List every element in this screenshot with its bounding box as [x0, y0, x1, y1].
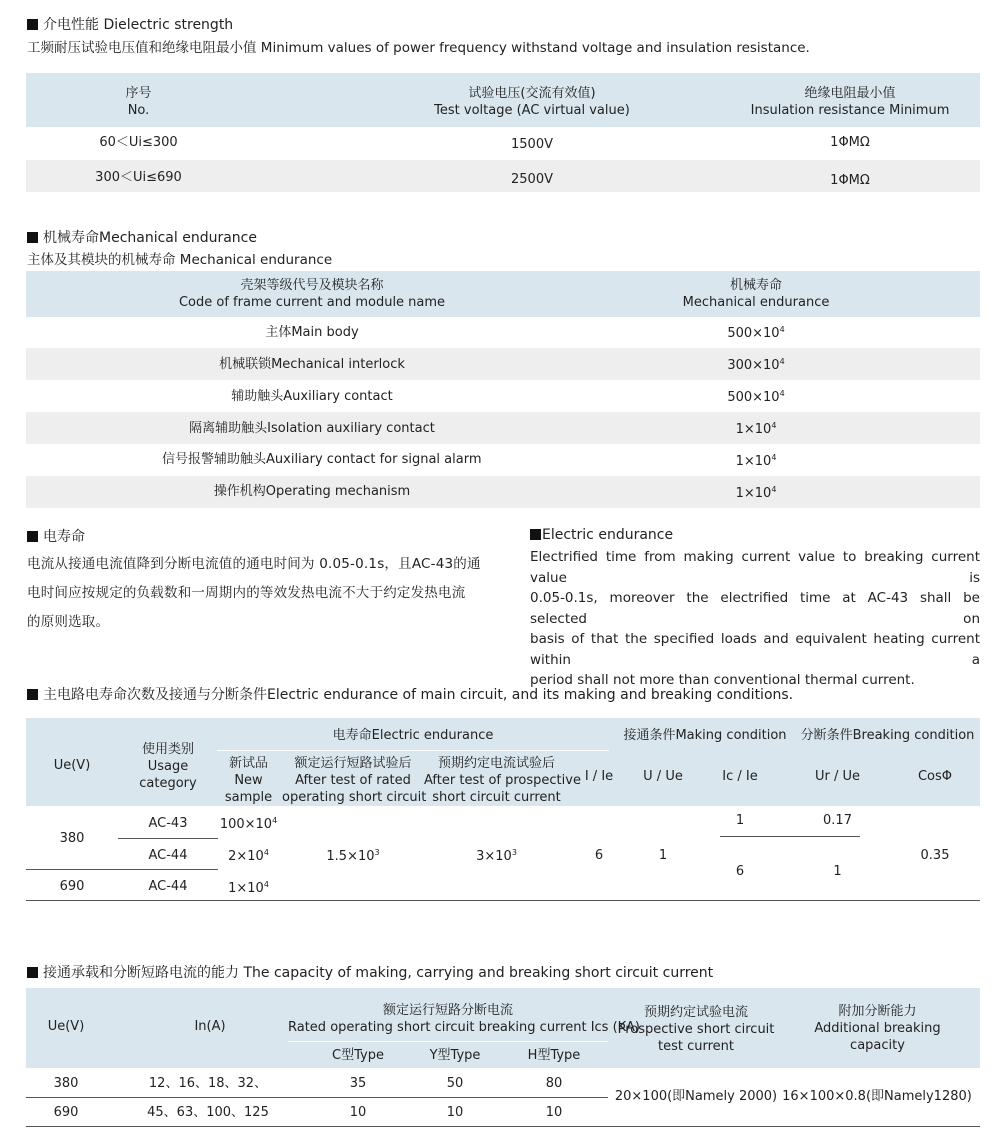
bullet-square-icon — [27, 19, 38, 30]
table-cell: 辅助触头Auxiliary contact — [231, 389, 393, 404]
section-subtitle-dielectric: 工频耐压试验电压值和绝缘电阻最小值 Minimum values of power frequency withstand voltage and insulation resistance. — [27, 40, 810, 56]
section-heading-dielectric: 介电性能 Dielectric strength — [27, 14, 233, 34]
table-divider — [720, 836, 860, 837]
electric-endurance-paragraph-cn: 电流从接通电流值降到分断电流值的通电时间为 0.05-0.1s，且AC-43的通 电时间应按规定的负载数和一周期内的等效发热电流不大于约定发热电流 的原则选取。 — [27, 556, 481, 630]
section-heading-electric-en: Electric endurance — [530, 527, 673, 543]
header-u-ue: U / Ue — [643, 769, 683, 784]
table-cell: 2500V — [511, 172, 553, 187]
section-subtitle-mechanical: 主体及其模块的机械寿命 Mechanical endurance — [27, 252, 333, 268]
section-heading-short-circuit: 接通承载和分断短路电流的能力 The capacity of making, carrying and breaking short circuit current — [27, 962, 713, 982]
header-electric-endurance: 电寿命Electric endurance — [332, 728, 494, 743]
header-divider — [288, 1041, 608, 1042]
table-cell: 6 — [594, 848, 604, 863]
table-cell: $1\times 10^4$ — [735, 485, 777, 501]
table-cell: 10 — [545, 1105, 563, 1120]
table-cell: 16×100×0.8(即Namely1280) — [782, 1089, 972, 1104]
table-cell: 1 — [735, 813, 745, 828]
header-frame-code: 壳架等级代号及模块名称 Code of frame current and module name — [178, 278, 446, 310]
table-cell: 35 — [349, 1076, 367, 1091]
table-cell: 隔离辅助触头Isolation auxiliary contact — [189, 421, 435, 436]
table-cell: 380 — [59, 831, 85, 846]
table-cell: 12、16、18、32、 — [148, 1076, 268, 1091]
table-cell: 机械联锁Mechanical interlock — [219, 357, 405, 372]
table-cell: 45、63、100、125 — [147, 1105, 269, 1120]
header-h-type: H型Type — [527, 1048, 581, 1063]
table-cell: 10 — [446, 1105, 464, 1120]
header-divider — [217, 750, 609, 751]
header-ue: Ue(V) — [47, 1019, 85, 1034]
header-c-type: C型Type — [332, 1048, 384, 1063]
table-cell: 60＜Ui≤300 — [99, 135, 178, 150]
table-cell: 690 — [53, 1105, 79, 1120]
electric-endurance-paragraph-en: Electrified time from making current value to breaking current value is 0.05-0.1s, moreover the electrified time at AC-43 shall be selected on basis of that the specified loads and equivalent heating current within a period shall not more than conventional thermal current. — [530, 549, 980, 688]
header-i-ie: I / Ie — [584, 769, 614, 784]
header-additional-breaking: 附加分断能力 Additional breaking capacity — [814, 1004, 941, 1053]
bullet-square-icon — [27, 967, 38, 978]
header-ur-ue: Ur / Ue — [814, 769, 861, 784]
table-cell: 80 — [545, 1076, 563, 1091]
table-cell: 20×100(即Namely 2000) — [614, 1089, 778, 1104]
table-cell: $1\times 10^4$ — [735, 421, 777, 437]
table-cell: AC-44 — [148, 879, 188, 894]
table-cell: AC-44 — [148, 848, 188, 863]
section-heading-mechanical: 机械寿命Mechanical endurance — [27, 227, 257, 247]
header-no: 序号 No. — [125, 86, 152, 118]
header-ue: Ue(V) — [53, 758, 91, 773]
table-bottom-border — [26, 1126, 980, 1127]
header-after-rated: 额定运行短路试验后 After test of rated operating short circuit — [282, 756, 427, 805]
header-prospective-current: 预期约定试验电流 Prospective short circuit test current — [617, 1005, 775, 1054]
header-mechanical-endurance: 机械寿命 Mechanical endurance — [682, 278, 830, 310]
section-heading-main-circuit: 主电路电寿命次数及接通与分断条件Electric endurance of main circuit, and its making and breaking conditions. — [27, 684, 793, 704]
header-in: In(A) — [194, 1019, 226, 1034]
table-cell: $1\times 10^4$ — [228, 880, 269, 896]
table-cell: 690 — [59, 879, 85, 894]
table-cell: 0.35 — [920, 848, 950, 863]
header-cos-phi: CosΦ — [917, 769, 953, 784]
table-divider — [118, 838, 218, 839]
header-making-condition: 接通条件Making condition — [623, 728, 787, 743]
header-after-prospective: 预期约定电流试验后 After test of prospective short circuit current — [424, 756, 581, 805]
header-rated-breaking-current: 额定运行短路分断电流 Rated operating short circuit breaking current Ics (KA) — [288, 1003, 640, 1035]
bullet-square-icon — [27, 531, 38, 542]
table-cell: AC-43 — [148, 816, 188, 831]
header-breaking-condition: 分断条件Breaking condition — [800, 728, 975, 743]
table-cell: 10 — [349, 1105, 367, 1120]
table-cell: 1ΦMΩ — [830, 135, 870, 150]
section-heading-electric-cn: 电寿命 — [27, 526, 85, 546]
table-cell: 0.17 — [823, 813, 852, 828]
bullet-square-icon — [530, 529, 541, 540]
table-cell: 300＜Ui≤690 — [95, 170, 182, 185]
table-cell: 6 — [735, 864, 745, 879]
table-cell: 操作机构Operating mechanism — [213, 484, 411, 499]
table-cell: $1\times 10^4$ — [735, 453, 777, 469]
header-insulation-resistance: 绝缘电阻最小值 Insulation resistance Minimum — [750, 86, 950, 118]
table-cell: 1 — [833, 864, 842, 879]
table-divider — [26, 1097, 608, 1098]
table-cell: 主体Main body — [265, 325, 359, 340]
table-cell: $500\times 10^4$ — [727, 389, 785, 405]
bullet-square-icon — [27, 689, 38, 700]
table-divider — [26, 869, 218, 870]
table-cell: 信号报警辅助触头Auxiliary contact for signal alarm — [162, 452, 482, 467]
header-test-voltage: 试验电压(交流有效值) Test voltage (AC virtual value) — [434, 86, 630, 118]
table-cell: 1500V — [511, 137, 553, 152]
table-cell: 380 — [53, 1076, 79, 1091]
table-cell: $3\times 10^3$ — [476, 848, 517, 864]
table-bottom-border — [26, 900, 980, 901]
table-cell: $300\times 10^4$ — [727, 357, 785, 373]
table-cell: 1ΦMΩ — [830, 173, 870, 188]
header-usage-category: 使用类别 Usage category — [139, 742, 197, 791]
table-cell: $1.5\times 10^3$ — [326, 848, 380, 864]
table-cell: 50 — [446, 1076, 464, 1091]
header-y-type: Y型Type — [429, 1048, 481, 1063]
table-cell: $500\times 10^4$ — [727, 325, 785, 341]
header-new-sample: 新试品 New sample — [224, 756, 273, 805]
table-cell: 1 — [658, 848, 668, 863]
bullet-square-icon — [27, 232, 38, 243]
table-cell: $100\times 10^4$ — [219, 816, 278, 832]
table-cell: $2\times 10^4$ — [228, 848, 269, 864]
header-ic-ie: Ic / Ie — [722, 769, 758, 784]
